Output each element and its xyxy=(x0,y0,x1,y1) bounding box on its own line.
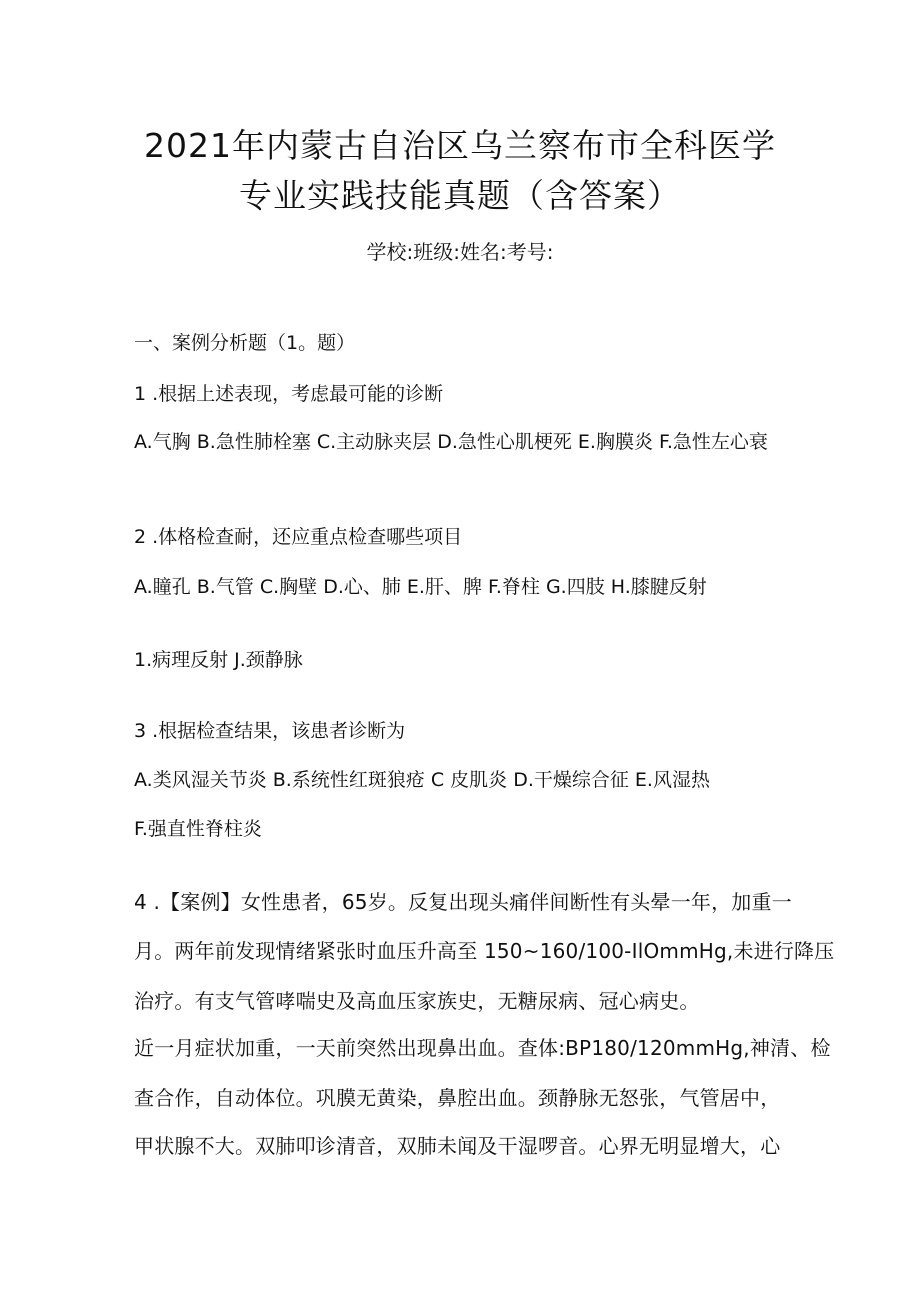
question-4-case-line-2: 月。两年前发现情绪紧张时血压升高至 150~160/100-IlOmmHg,未进行降压 xyxy=(134,939,835,963)
question-1-stem: 1 .根据上述表现，考虑最可能的诊断 xyxy=(134,383,444,405)
document-title-line-2: 专业实践技能真题（含答案） xyxy=(239,176,681,215)
question-3-stem: 3 .根据检查结果，该患者诊断为 xyxy=(134,720,406,742)
question-4-case-line-6: 甲状腺不大。双肺叩诊清音，双肺未闻及干湿啰音。心界无明显增大，心 xyxy=(134,1134,781,1158)
question-4-case-line-4: 近一月症状加重，一天前突然出现鼻出血。查体:BP180/120mmHg,神清、检 xyxy=(134,1036,831,1060)
question-4-case-line-1: 4 .【案例】女性患者，65岁。反复出现头痛伴间断性有头晕一年，加重一 xyxy=(134,890,792,914)
question-2-stem: 2 .体格检查耐，还应重点检查哪些项目 xyxy=(134,526,463,548)
question-2-options-line-2: 1.病理反射 J.颈静脉 xyxy=(134,649,303,671)
question-2-options-line-1: A.瞳孔 B.气管 C.胸壁 D.心、肺 E.肝、脾 F.脊柱 G.四肢 H.膝腱反射 xyxy=(134,576,707,598)
section-heading: 一、案例分析题（1。题） xyxy=(134,332,356,354)
document-title-line-1: 2021年内蒙古自治区乌兰察布市全科医学 xyxy=(144,126,776,165)
student-info-line: 学校:班级:姓名:考号: xyxy=(366,240,554,264)
question-3-options-line-2: F.强直性脊柱炎 xyxy=(134,818,262,840)
question-3-options-line-1: A.类风湿关节炎 B.系统性红斑狼疮 C 皮肌炎 D.干燥综合征 E.风湿热 xyxy=(134,769,710,791)
question-4-case-line-3: 治疗。有支气管哮喘史及高血压家族史，无糖尿病、冠心病史。 xyxy=(134,989,700,1013)
question-1-options: A.气胸 B.急性肺栓塞 C.主动脉夹层 D.急性心肌梗死 E.胸膜炎 F.急性左心衰 xyxy=(134,431,768,453)
question-4-case-line-5: 查合作，自动体位。巩膜无黄染，鼻腔出血。颈静脉无怒张，气管居中， xyxy=(134,1086,781,1110)
